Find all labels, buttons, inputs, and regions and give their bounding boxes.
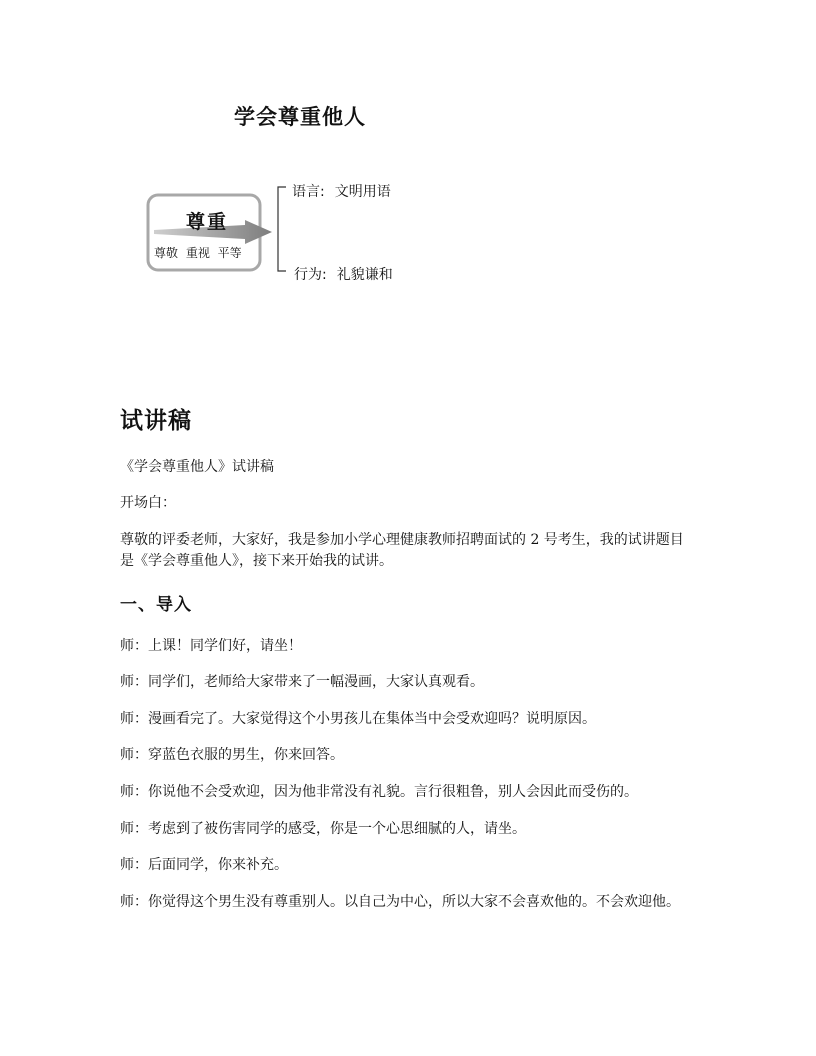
dialogue-line: 师：穿蓝色衣服的男生，你来回答。	[120, 747, 344, 763]
section-heading: 试讲稿	[120, 408, 192, 434]
dialogue-line: 师：漫画看完了。大家觉得这个小男孩儿在集体当中会受欢迎吗？说明原因。	[120, 711, 596, 727]
dialogue-line: 师：后面同学，你来补充。	[120, 857, 288, 873]
branch-key: 行为:	[294, 267, 327, 283]
bracket-line	[278, 187, 286, 271]
doc-subtitle: 《学会尊重他人》试讲稿	[120, 459, 274, 475]
dialogue-line: 师：同学们，老师给大家带来了一幅漫画，大家认真观看。	[120, 674, 484, 690]
dialogue-line: 师：你觉得这个男生没有尊重别人。以自己为中心，所以大家不会喜欢他的。不会欢迎他。	[120, 894, 680, 910]
dialogue-line: 师：上课！同学们好，请坐！	[120, 638, 302, 654]
opening-paragraph: 尊敬的评委老师，大家好，我是参加小学心理健康教师招聘面试的 2 号考生，我的试讲题目是《学会尊重他人》，接下来开始我的试讲。	[120, 532, 684, 569]
branch-value: 礼貌谦和	[336, 267, 393, 283]
branch-behavior	[294, 264, 393, 284]
dialogue-line: 师：考虑到了被伤害同学的感受，你是一个心思细腻的人，请坐。	[120, 821, 526, 837]
concept-sublabel: 尊敬 重视 平等	[154, 246, 242, 260]
part-heading: 一、导入	[120, 595, 192, 615]
branch-value: 文明用语	[334, 184, 391, 200]
dialogue-line: 师：你说他不会受欢迎，因为他非常没有礼貌。言行很粗鲁，别人会因此而受伤的。	[120, 784, 638, 800]
concept-diagram	[140, 170, 440, 290]
branch-language	[292, 181, 391, 201]
concept-label: 尊重	[186, 211, 229, 233]
document-title: 学会尊重他人	[234, 105, 366, 129]
branch-key: 语言:	[292, 184, 325, 200]
opening-label: 开场白：	[120, 495, 176, 511]
